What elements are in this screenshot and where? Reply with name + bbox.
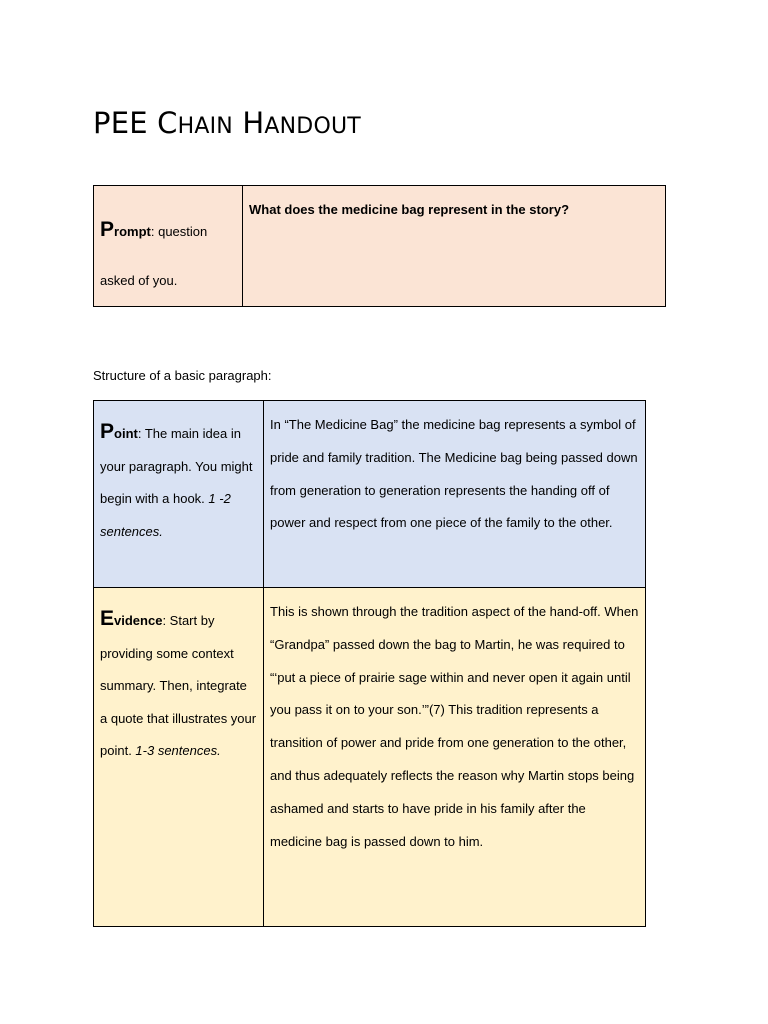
point-body-text: In “The Medicine Bag” the medicine bag represents a symbol of pride and family tradition. The Medicine bag being passed down from generation to generation represents the handing off of power and respect from one piece of the family to the other.: [270, 417, 638, 531]
point-label-text: : The main idea in your paragraph. You might begin with a hook.: [100, 426, 253, 506]
prompt-question-cell: [243, 186, 666, 307]
evidence-body-text: This is shown through the tradition aspect of the hand-off. When “Grandpa” passed down the bag to Martin, he was required to “‘put a piece of prairie sage within and never open it again until you pass it on to your son.’”(7) This tradition represents a transition of power and pride from one generation to the other, and thus adequately reflects the reason why Martin stops being ashamed and starts to have pride in his family after the medicine bag is passed down to him.: [270, 604, 639, 849]
prompt-label-cell: [94, 186, 243, 307]
evidence-label-text-2: providing some context summary. Then, integrate a quote that illustrates your point.: [100, 645, 257, 758]
point-label-bold: oint: [114, 426, 138, 441]
evidence-body-cell: [264, 588, 646, 927]
point-body-cell: [264, 401, 646, 588]
point-label-cell: [94, 401, 264, 588]
prompt-table: [93, 185, 666, 307]
prompt-initial: P: [100, 218, 115, 241]
prompt-question: What does the medicine bag represent in the story?: [249, 202, 570, 217]
evidence-row: [94, 588, 646, 927]
point-row: [94, 401, 646, 588]
prompt-label-text: : question: [150, 224, 208, 239]
evidence-label-cell: [94, 588, 264, 927]
page-title: PEE CHAIN HANDOUT: [93, 106, 361, 140]
evidence-label-text: : Start by: [162, 613, 215, 628]
prompt-label-bold: rompt: [114, 224, 151, 239]
evidence-label-italic: 1-3 sentences.: [135, 743, 221, 758]
evidence-initial: E: [100, 607, 115, 630]
structure-label: Structure of a basic paragraph:: [93, 368, 272, 383]
paragraph-structure-table: [93, 400, 646, 927]
point-label-italic: 1 -2 sentences.: [100, 491, 231, 539]
evidence-label-bold: vidence: [114, 613, 163, 628]
point-initial: P: [100, 420, 115, 443]
prompt-label-text-2: asked of you.: [100, 273, 178, 288]
